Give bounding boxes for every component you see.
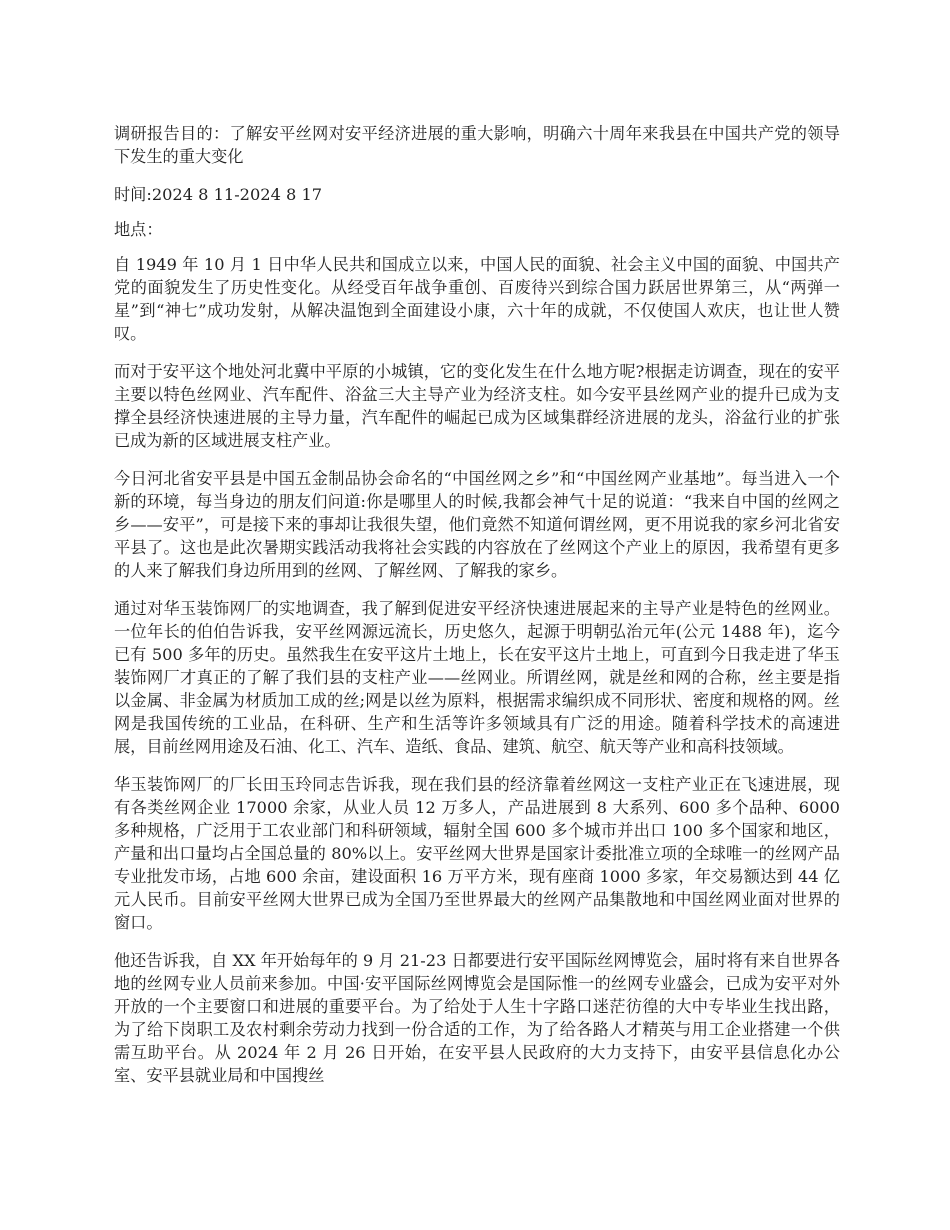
location-paragraph: 地点： bbox=[114, 220, 163, 239]
purpose-paragraph: 调研报告目的：了解安平丝网对安平经济进展的重大影响，明确六十周年来我县在中国共产党的领导下发生的重大变化 bbox=[114, 124, 840, 166]
body-paragraph: 通过对华玉装饰网厂的实地调查，我了解到促进安平经济快速进展起来的主导产业是特色的丝网业。一位年长的伯伯告诉我，安平丝网源远流长，历史悠久，起源于明朝弘治元年(公元 1488 年)，迄今已有 500 多年的历史。虽然我生在安平这片土地上，长在安平这片土地上，可直到今日我走进了华玉装饰网厂才真正的了解了我们县的支柱产业——丝网业。所谓丝网，就是丝和网的合称，丝主要是指以金属、非金属为材质加工成的丝;网是以丝为原料，根据需求编织成不同形状、密度和规格的网。丝网是我国传统的工业品，在科研、生产和生活等许多领域具有广泛的用途。随着科学技术的高速进展，目前丝网用途及石油、化工、汽车、造纸、食品、建筑、航空、航天等产业和高科技领域。 bbox=[114, 599, 840, 756]
body-paragraph: 自 1949 年 10 月 1 日中华人民共和国成立以来，中国人民的面貌、社会主义中国的面貌、中国共产党的面貌发生了历史性变化。从经受百年战争重创、百废待兴到综合国力跃居世界第三，从“两弹一星”到“神七”成功发射，从解决温饱到全面建设小康，六十年的成就，不仅使国人欢庆，也让世人赞叹。 bbox=[114, 255, 840, 343]
body-paragraph: 他还告诉我，自 XX 年开始每年的 9 月 21-23 日都要进行安平国际丝网博览会，届时将有来自世界各地的丝网专业人员前来参加。中国·安平国际丝网博览会是国际惟一的丝网专业盛会，已成为安平对外开放的一个主要窗口和进展的重要平台。为了给处于人生十字路口迷茫彷徨的大中专毕业生找出路，为了给下岗职工及农村剩余劳动力找到一份合适的工作，为了给各路人才精英与用工企业搭建一个供需互助平台。从 2024 年 2 月 26 日开始，在安平县人民政府的大力支持下，由安平县信息化办公室、安平县就业局和中国搜丝 bbox=[114, 951, 841, 1085]
document-page bbox=[114, 122, 840, 1102]
body-paragraph: 而对于安平这个地处河北冀中平原的小城镇，它的变化发生在什么地方呢?根据走访调查，现在的安平主要以特色丝网业、汽车配件、浴盆三大主导产业为经济支柱。如今安平县丝网产业的提升已成为支撑全县经济快速进展的主导力量，汽车配件的崛起已成为区域集群经济进展的龙头，浴盆行业的扩张已成为新的区域进展支柱产业。 bbox=[114, 362, 840, 450]
time-paragraph: 时间:2024 8 11-2024 8 17 bbox=[114, 185, 323, 204]
body-paragraph: 今日河北省安平县是中国五金制品协会命名的“中国丝网之乡”和“中国丝网产业基地”。每当进入一个新的环境，每当身边的朋友们问道:你是哪里人的时候,我都会神气十足的说道：“我来自中国的丝网之乡——安平”，可是接下来的事却让我很失望，他们竟然不知道何谓丝网，更不用说我的家乡河北省安平县了。这也是此次暑期实践活动我将社会实践的内容放在了丝网这个产业上的原因，我希望有更多的人来了解我们身边所用到的丝网、了解丝网、了解我的家乡。 bbox=[114, 469, 840, 580]
body-paragraph: 华玉装饰网厂的厂长田玉玲同志告诉我，现在我们县的经济靠着丝网这一支柱产业正在飞速进展，现有各类丝网企业 17000 余家，从业人员 12 万多人，产品进展到 8 大系列、600 多个品种、6000 多种规格，广泛用于工农业部门和科研领域，辐射全国 600 多个城市并出口 100 多个国家和地区，产量和出口量均占全国总量的 80%以上。安平丝网大世界是国家计委批准立项的全球唯一的丝网产品专业批发市场，占地 600 余亩，建设面积 16 万平方米，现有座商 1000 多家，年交易额达到 44 亿元人民币。目前安平丝网大世界已成为全国乃至世界最大的丝网产品集散地和中国丝网业面对世界的窗口。 bbox=[114, 775, 840, 932]
